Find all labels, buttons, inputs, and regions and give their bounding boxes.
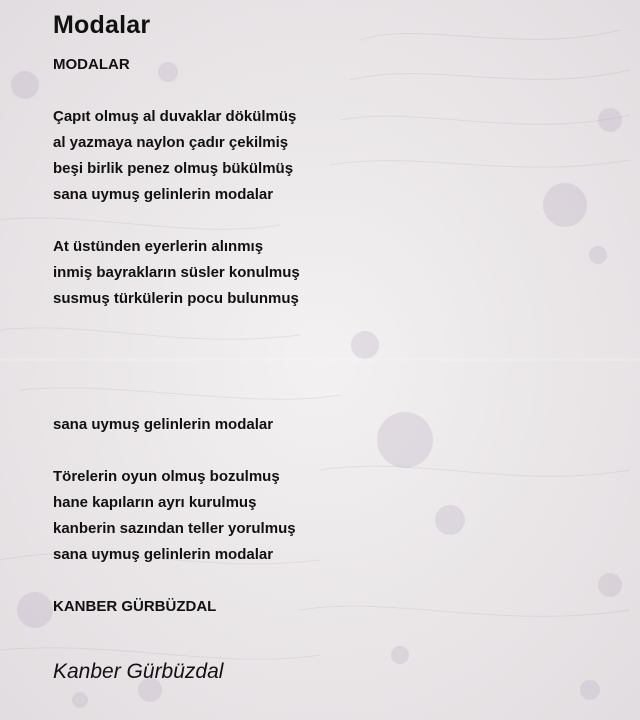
author-name: Kanber Gürbüzdal: [53, 660, 224, 683]
poem-line: al yazmaya naylon çadır çekilmiş: [53, 134, 289, 151]
poem-line: susmuş türkülerin pocu bulunmuş: [53, 290, 299, 307]
poem-line: Çapıt olmuş al duvaklar dökülmüş: [53, 108, 297, 125]
page-title: Modalar: [53, 11, 151, 39]
poem-line: beşi birlik penez olmuş bükülmüş: [53, 160, 294, 177]
poem-line: sana uymuş gelinlerin modalar: [53, 546, 274, 563]
poem-line: sana uymuş gelinlerin modalar: [53, 186, 274, 203]
poem-line: kanberin sazından teller yorulmuş: [53, 520, 296, 537]
poem-line: hane kapıların ayrı kurulmuş: [53, 494, 257, 511]
poem-line: Törelerin oyun olmuş bozulmuş: [53, 468, 280, 485]
poem-line: sana uymuş gelinlerin modalar: [53, 416, 274, 433]
poem-line: inmiş bayrakların süsler konulmuş: [53, 264, 300, 281]
poem-signature: KANBER GÜRBÜZDAL: [53, 598, 217, 615]
poem-line: At üstünden eyerlerin alınmış: [53, 238, 264, 255]
poem-heading: MODALAR: [53, 56, 130, 73]
